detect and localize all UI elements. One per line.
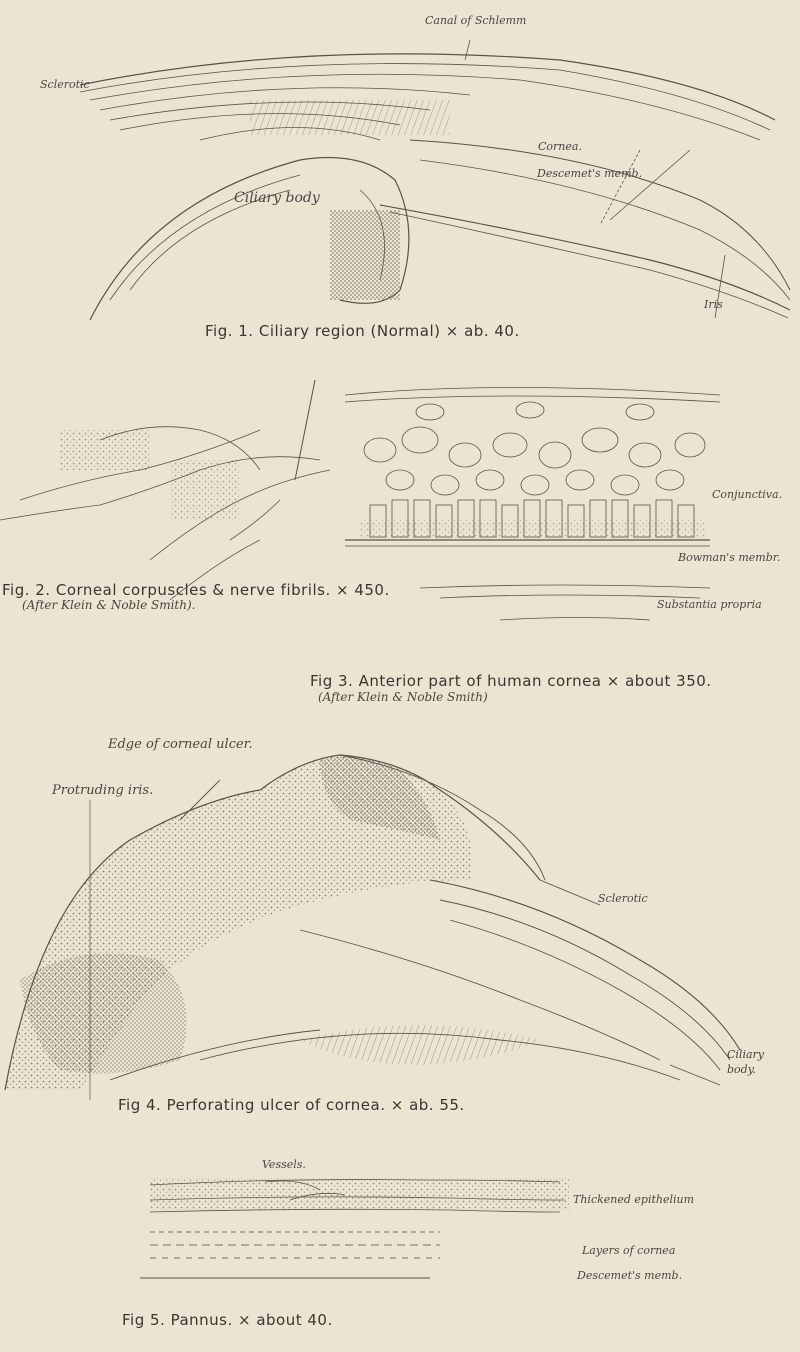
fig2-caption: Fig. 2. Corneal corpuscles & nerve fibrils. × 450. <box>2 581 390 599</box>
fig4-caption: Fig 4. Perforating ulcer of cornea. × ab. 55. <box>118 1096 465 1114</box>
fig3-drawing <box>345 388 720 621</box>
fig4-ciliary-label: Ciliary <box>727 1048 765 1061</box>
fig3-substantia-label: Substantia propria <box>657 598 762 611</box>
fig1-drawing <box>80 40 790 320</box>
fig4-iris-label: Protruding iris. <box>52 783 154 798</box>
fig1-ciliary-label: Ciliary body <box>234 190 320 206</box>
fig2-subcaption: (After Klein & Noble Smith). <box>22 598 196 612</box>
fig2-drawing <box>0 380 330 600</box>
fig1-canal-label: Canal of Schlemm <box>425 14 527 27</box>
fig3-bowman-label: Bowman's membr. <box>678 551 781 564</box>
fig3-conjunctiva-label: Conjunctiva. <box>712 488 783 501</box>
fig1-caption: Fig. 1. Ciliary region (Normal) × ab. 40. <box>205 322 520 340</box>
fig5-epithelium-label: Thickened epithelium <box>573 1193 695 1206</box>
fig1-descemet-label: Descemet's memb. <box>537 167 643 180</box>
fig5-caption: Fig 5. Pannus. × about 40. <box>122 1311 333 1329</box>
fig4-sclerotic-label: Sclerotic <box>598 892 648 905</box>
fig1-sclerotic-label: Sclerotic <box>40 78 90 91</box>
fig5-descemet-label: Descemet's memb. <box>577 1269 683 1282</box>
fig3-cells <box>364 402 705 537</box>
fig4-body-label: body. <box>727 1063 756 1076</box>
fig1-cornea-label: Cornea. <box>538 140 582 153</box>
fig5-vessels-label: Vessels. <box>262 1158 306 1171</box>
fig3-subcaption: (After Klein & Noble Smith) <box>318 690 488 704</box>
fig5-layers-label: Layers of cornea <box>582 1244 676 1257</box>
fig4-edge-label: Edge of corneal ulcer. <box>108 737 253 752</box>
fig1-iris-label: Iris <box>704 298 723 311</box>
fig3-caption: Fig 3. Anterior part of human cornea × about 350. <box>310 672 712 690</box>
